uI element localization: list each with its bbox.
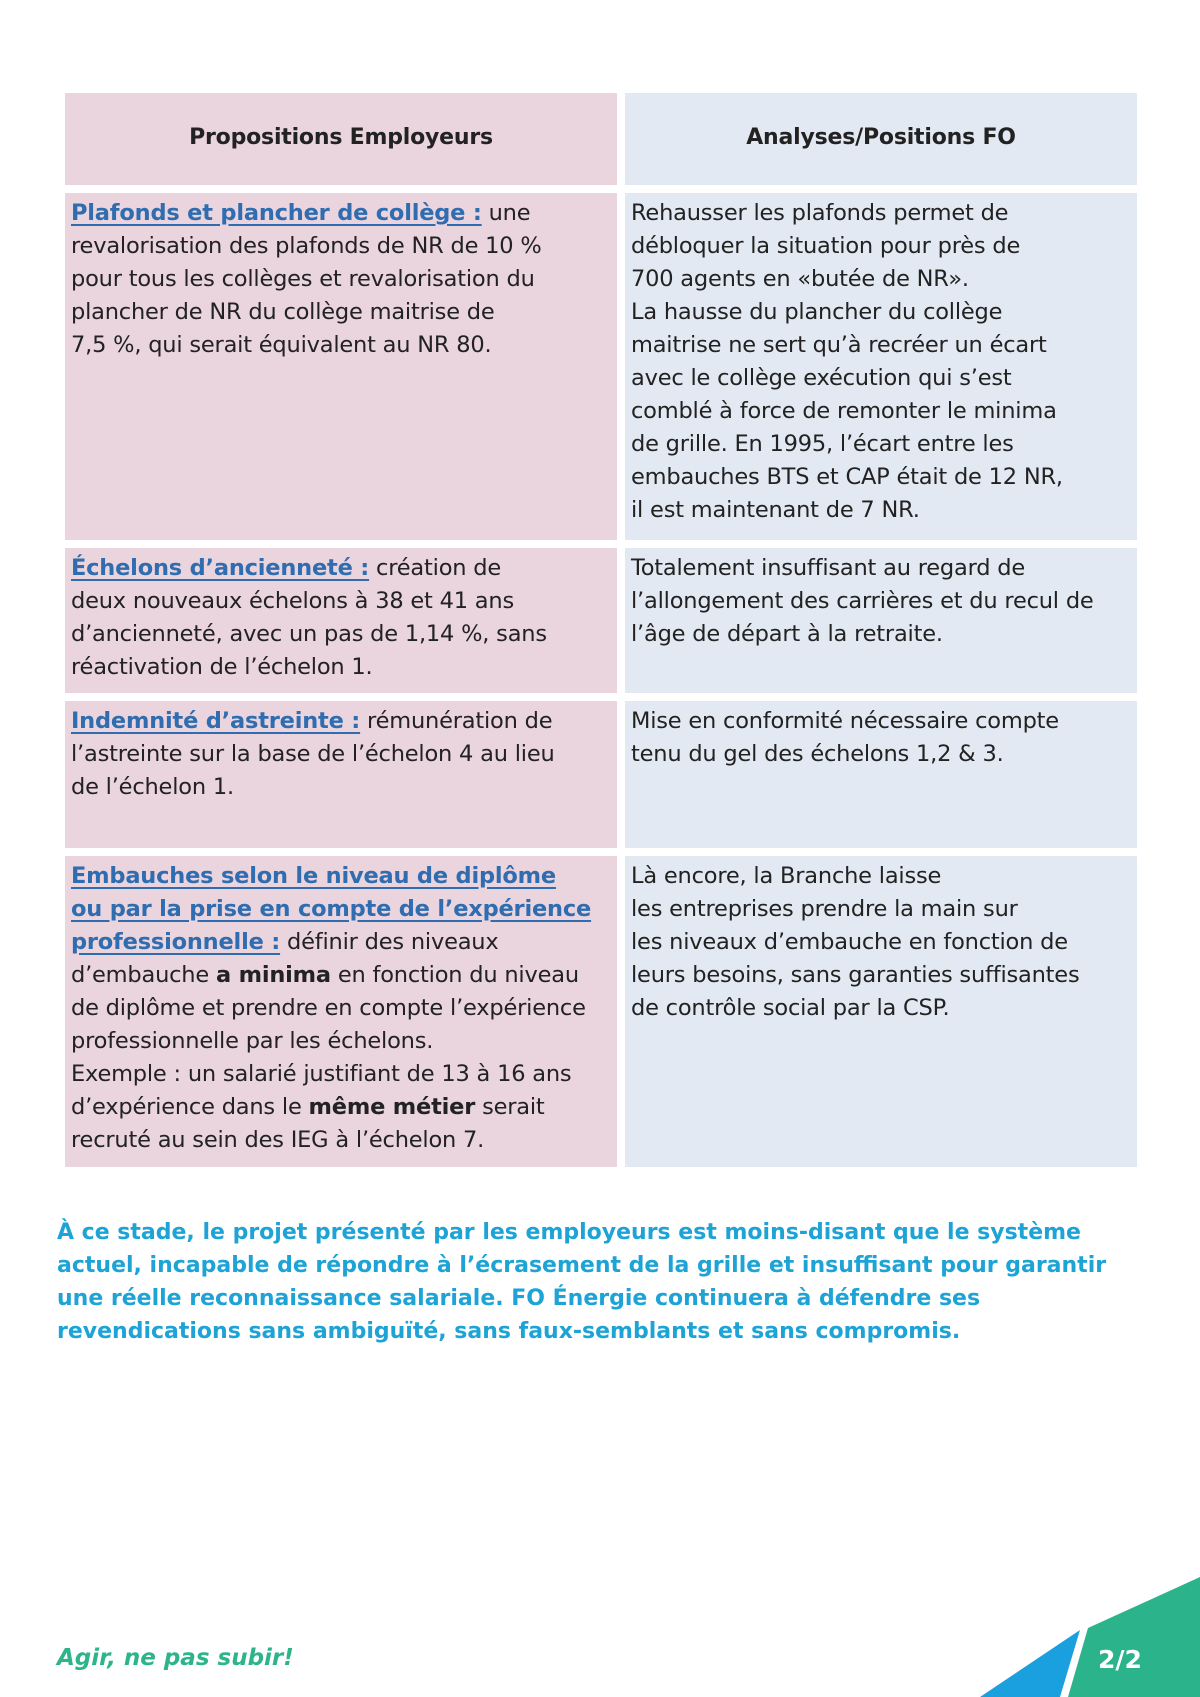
emphasis-text: a minima xyxy=(215,962,331,988)
cell-text: définir des niveaux d’embauche xyxy=(71,929,499,988)
table-row xyxy=(65,856,1137,1167)
employer-proposal-cell xyxy=(65,193,617,540)
corner-green-shape xyxy=(1068,1577,1200,1697)
fo-position-cell xyxy=(625,548,1137,693)
header-fo-positions: Analyses/Positions FO xyxy=(625,93,1137,185)
table-row xyxy=(65,193,1137,540)
table-row xyxy=(65,701,1137,848)
fo-position-cell xyxy=(625,193,1137,540)
footer-slogan: Agir, ne pas subir! xyxy=(57,1645,294,1671)
header-employers: Propositions Employeurs xyxy=(65,93,617,185)
proposal-heading: Plafonds et plancher de collège : xyxy=(71,200,482,226)
emphasis-text: même métier xyxy=(308,1094,476,1120)
proposal-heading: Embauches selon le niveau de diplôme ou par la prise en compte de l’expérience professionnelle : xyxy=(71,863,592,955)
corner-blue-triangle xyxy=(980,1630,1080,1697)
cell-text: serait recruté au sein des IEG à l’échelon 7. xyxy=(71,1094,545,1153)
fo-position-cell xyxy=(625,701,1137,848)
fo-position-cell xyxy=(625,856,1137,1167)
cell-text: Mise en conformité nécessaire compte tenu du gel des échelons 1,2 & 3. xyxy=(631,708,1059,767)
corner-decoration xyxy=(980,1547,1200,1697)
page-number: 2/2 xyxy=(1098,1645,1142,1674)
cell-text: Totalement insuffisant au regard de l’allongement des carrières et du recul de l’âge de départ à la retraite. xyxy=(631,555,1094,647)
comparison-table xyxy=(65,93,1137,1175)
cell-text: en fonction du niveau de diplôme et prendre en compte l’expérience professionnelle par les échelons. Exemple : un salarié justifiant de 13 à 16 ans d’expérience dans le xyxy=(71,962,586,1120)
employer-proposal-cell xyxy=(65,701,617,848)
cell-text: une revalorisation des plafonds de NR de 10 % pour tous les collèges et revalorisation du plancher de NR du collège maitrise de 7,5 %, qui serait équivalent au NR 80. xyxy=(71,200,542,358)
cell-text: Rehausser les plafonds permet de débloquer la situation pour près de 700 agents en «butée de NR». La hausse du plancher du collège maitrise ne sert qu’à recréer un écart avec le collège exécution qui s’est comblé à force de remonter le minima de grille. En 1995, l’écart entre les embauches BTS et CAP était de 12 NR, il est maintenant de 7 NR. xyxy=(631,200,1063,523)
employer-proposal-cell xyxy=(65,548,617,693)
conclusion-paragraph: À ce stade, le projet présenté par les employeurs est moins-disant que le système actuel, incapable de répondre à l’écrasement de la grille et insuffisant pour garantir une réelle reconnaissance salariale. FO Énergie continuera à défendre ses revendications sans ambiguïté, sans faux-semblants et sans compromis. xyxy=(57,1220,1107,1344)
table-row xyxy=(65,548,1137,693)
proposal-heading: Échelons d’ancienneté : xyxy=(71,555,370,581)
cell-text: création de deux nouveaux échelons à 38 et 41 ans d’ancienneté, avec un pas de 1,14 %, sans réactivation de l’échelon 1. xyxy=(71,555,547,680)
cell-text: Là encore, la Branche laisse les entreprises prendre la main sur les niveaux d’embauche en fonction de leurs besoins, sans garanties suffisantes de contrôle social par la CSP. xyxy=(631,863,1080,1021)
table-header-row xyxy=(65,93,1137,185)
proposal-heading: Indemnité d’astreinte : xyxy=(71,708,361,734)
employer-proposal-cell xyxy=(65,856,617,1167)
cell-text: rémunération de l’astreinte sur la base de l’échelon 4 au lieu de l’échelon 1. xyxy=(71,708,555,800)
